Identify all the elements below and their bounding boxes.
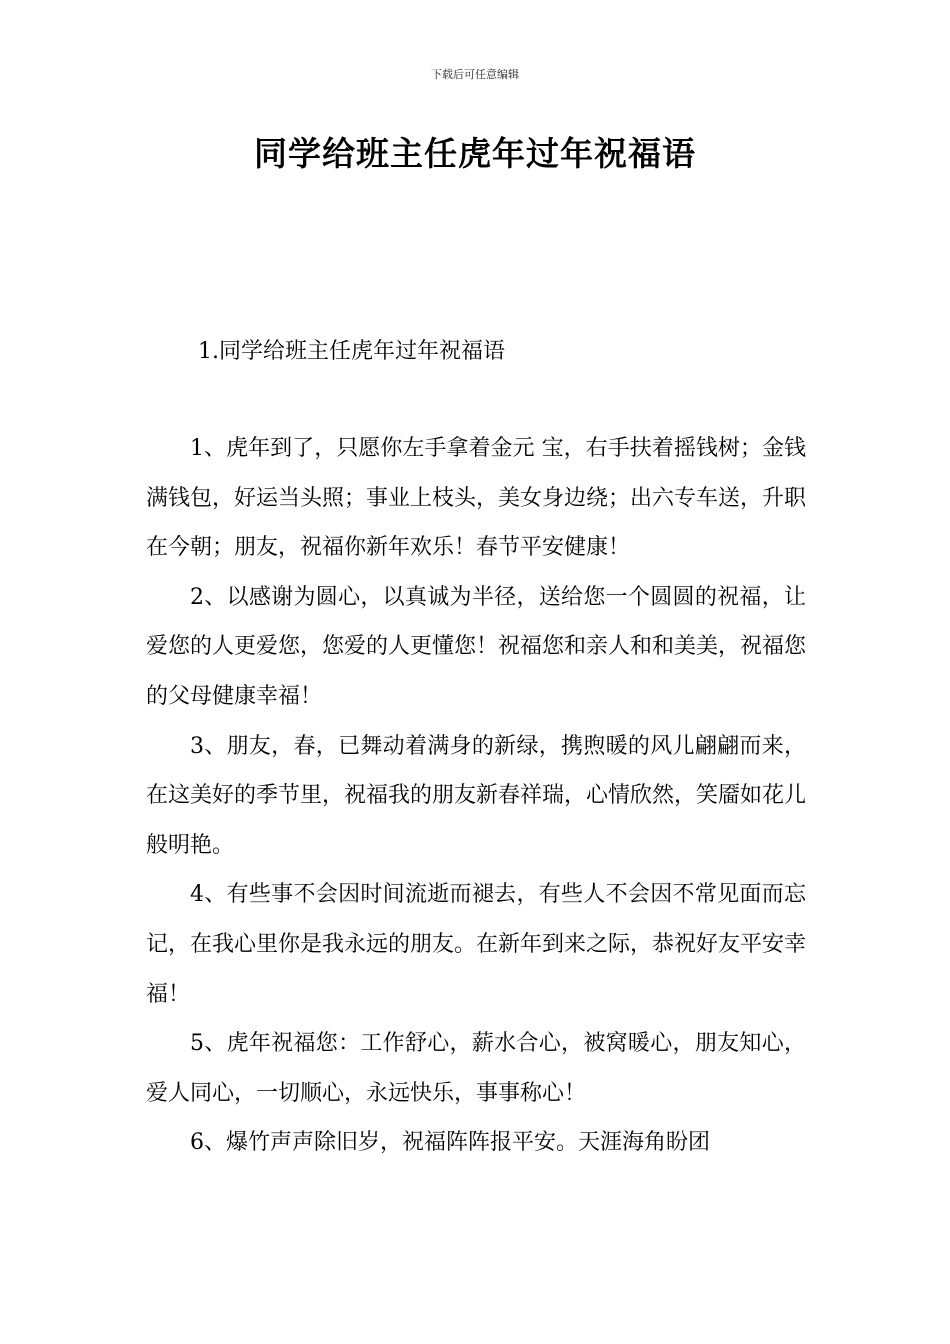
paragraph-6: 6、爆竹声声除旧岁，祝福阵阵报平安。天涯海角盼团 — [190, 1130, 710, 1156]
page-header-note: 下载后可任意编辑 — [431, 68, 519, 81]
document-body — [146, 424, 806, 1168]
paragraph-5: 5、虎年祝福您：工作舒心，薪水合心，被窝暖心，朋友知心，爱人同心，一切顺心，永远快乐，事事称心！ — [146, 1031, 806, 1106]
paragraph-4: 4、有些事不会因时间流逝而褪去，有些人不会因不常见面而忘记，在我心里你是我永远的朋友。在新年到来之际，恭祝好友平安幸福！ — [146, 882, 807, 1007]
paragraph-3: 3、朋友，春，已舞动着满身的新绿，携煦暖的风儿翩翩而来，在这美好的季节里，祝福我的朋友新春祥瑞，心情欣然，笑靥如花儿般明艳。 — [146, 733, 807, 858]
paragraph-2: 2、以感谢为圆心，以真诚为半径，送给您一个圆圆的祝福，让爱您的人更爱您，您爱的人更懂您！祝福您和亲人和和美美，祝福您的父母健康幸福！ — [146, 584, 807, 709]
section-heading: 1.同学给班主任虎年过年祝福语 — [198, 339, 505, 364]
paragraph-1: 1、虎年到了，只愿你左手拿着金元 宝，右手扶着摇钱树；金钱满钱包，好运当头照；事业上枝头，美女身边绕；出六专车送，升职在今朝；朋友，祝福你新年欢乐！春节平安健康！ — [146, 436, 807, 561]
document-title: 同学给班主任虎年过年祝福语 — [254, 134, 696, 173]
